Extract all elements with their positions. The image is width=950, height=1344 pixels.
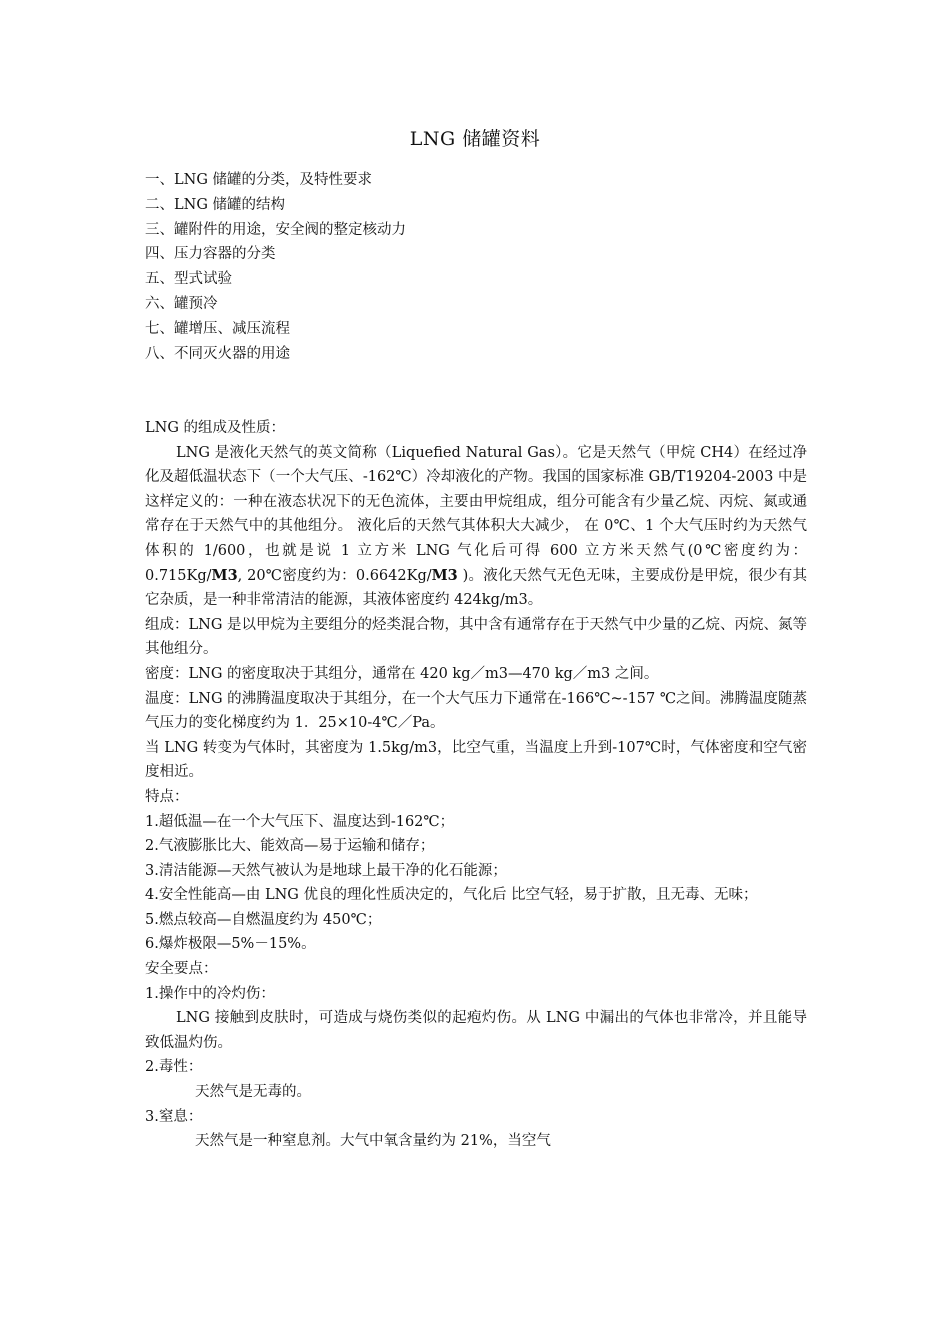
intro-unit-1: M3 [211,566,238,584]
safety-1-text: LNG 接触到皮肤时，可造成与烧伤类似的起疱灼伤。从 LNG 中漏出的气体也非常冷，并且能导致低温灼伤。 [145,1010,807,1051]
gas-state-paragraph: 当 LNG 转变为气体时，其密度为 1.5kg/m3，比空气重，当温度上升到-107℃时，气体密度和空气密度相近。 [145,739,807,781]
density-paragraph: 密度：LNG 的密度取决于其组分，通常在 420 kg／m3—470 kg／m3 之间。 [145,665,659,682]
intro-paragraph [145,441,807,613]
feature-item: 1.超低温—在一个大气压下、温度达到-162℃； [145,813,455,830]
feature-item: 5.燃点较高—自燃温度约为 450℃； [145,911,382,928]
features-heading: 特点： [145,788,189,805]
safety-3-heading: 3.窒息： [145,1108,203,1125]
feature-item: 6.爆炸极限—5%－15%。 [145,936,316,953]
intro-text-a: LNG 是液化天然气的英文简称（Liquefied Natural Gas）。它是天然气（甲烷 CH4）在经过净化及超低温状态下（一个大气压、-162℃）冷却液化的产物。我国的国家标准 GB/T19204-2003 中是这样定义的：一种在液态状况下的无色流体，主要由甲烷组成，组分可能含有少量乙烷、丙烷、氮或通常存在于天然气中的其他组分。 液化后的天然气其体积大大减少， 在 0℃、1 个大气压时约为天然气体积的 1/600，也就是说 1 立方米 LNG 气化后可得 600 立方米天然气(0℃密度约为：0.715Kg/ [145,444,807,584]
composition-paragraph: 组成：LNG 是以甲烷为主要组分的烃类混合物，其中含有通常存在于天然气中少量的乙烷、丙烷、氮等其他组分。 [145,616,808,658]
toc-item: 四、压力容器的分类 [145,246,276,263]
safety-2-heading: 2.毒性： [145,1059,203,1076]
feature-item: 4.安全性能高—由 LNG 优良的理化性质决定的，气化后 比空气轻，易于扩散，且无毒、无味； [145,887,758,904]
toc-item: 三、罐附件的用途，安全阀的整定核动力 [145,221,406,238]
intro-text-c: , 20℃密度约为：0.6642Kg/ [237,567,432,584]
temperature-paragraph: 温度：LNG 的沸腾温度取决于其组分，在一个大气压力下通常在-166℃~-157 ℃之间。沸腾温度随蒸气压力的变化梯度约为 1．25×10-4℃／Pa。 [145,690,807,732]
feature-item: 2.气液膨胀比大、能效高—易于运输和储存； [145,838,435,855]
intro-unit-2: M3 [431,566,458,584]
table-of-contents [145,168,805,366]
document-title: LNG 储罐资料 [409,128,541,150]
toc-item: 二、LNG 储罐的结构 [145,196,286,213]
safety-1-heading: 1.操作中的冷灼伤： [145,985,275,1002]
safety-2-text: 天然气是无毒的。 [195,1084,311,1101]
intro-text-d: )。液化天然气无色无味，主要成份是甲烷，很少有其它杂质，是一种非常清洁的能源，其液体密度约 424kg/m3。 [145,567,807,609]
toc-item: 八、不同灭火器的用途 [145,345,290,362]
section-heading: LNG 的组成及性质： [145,420,286,436]
toc-item: 一、LNG 储罐的分类，及特性要求 [145,172,373,188]
toc-item: 六、罐预冷 [145,295,218,312]
toc-item: 七、罐增压、减压流程 [145,320,290,337]
feature-item: 3.清洁能源—天然气被认为是地球上最干净的化石能源； [145,862,507,879]
safety-3-text: 天然气是一种窒息剂。大气中氧含量约为 21%，当空气 [195,1133,551,1150]
document-body [145,416,807,1154]
safety-heading: 安全要点： [145,961,218,978]
toc-item: 五、型式试验 [145,271,232,288]
